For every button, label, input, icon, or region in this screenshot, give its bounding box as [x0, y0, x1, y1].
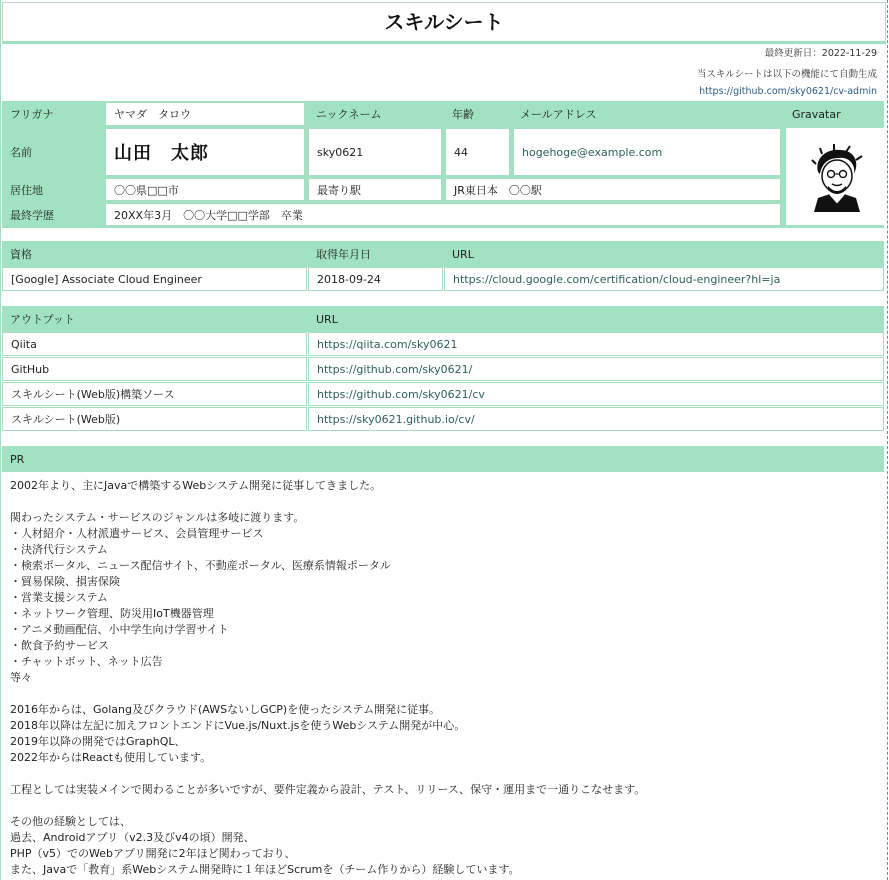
pr-line: ・営業支援システム: [10, 591, 108, 604]
name-label: 名前: [2, 127, 104, 177]
generated-note: 当スキルシートは以下の機能にて自動生成: [696, 69, 877, 80]
pr-line: ・飲食予約サービス: [10, 639, 109, 652]
email-value[interactable]: hogehoge@example.com: [513, 128, 781, 176]
gravatar-image: [786, 128, 884, 225]
page-title: スキルシート: [2, 2, 886, 44]
residence-label: 居住地: [2, 177, 104, 202]
pr-line: また、Javaで「教育」系Webシステム開発時に１年ほどScrumを（チーム作りから）経験しています。: [10, 863, 520, 876]
email-label: メールアドレス: [512, 101, 782, 127]
pr-line: ・アニメ動画配信、小中学生向け学習サイト: [10, 623, 229, 636]
output-url-cv-web[interactable]: https://sky0621.github.io/cv/: [308, 407, 884, 431]
pr-line: 2019年以降の開発ではGraphQL、: [10, 735, 186, 748]
avatar-portrait-icon: [800, 142, 870, 212]
pr-line: ・検索ポータル、ニュース配信サイト、不動産ポータル、医療系情報ポータル: [10, 559, 391, 572]
last-updated: 最終更新日：2022-11-29: [764, 48, 877, 59]
pr-line: その他の経験としては、: [10, 815, 131, 828]
pr-line: [10, 766, 880, 782]
station-label: 最寄り駅: [308, 178, 442, 201]
pr-line: ・チャットボット、ネット広告: [10, 655, 163, 668]
pr-line: 2002年より、主にJavaで構築するWebシステム開発に従事してきました。: [10, 479, 382, 492]
pr-line: ・人材紹介・人材派遣サービス、会員管理サービス: [10, 527, 264, 540]
output-name-qiita: Qiita: [2, 332, 307, 356]
acquired-date-col-header: 取得年月日: [308, 241, 444, 267]
pr-line: [10, 686, 880, 702]
qualification-date: 2018-09-24: [308, 267, 443, 291]
gravatar-label: Gravatar: [784, 101, 884, 127]
pr-header: PR: [2, 446, 884, 472]
pr-line: ・貿易保険、損害保険: [10, 575, 120, 588]
nickname-value: sky0621: [308, 128, 442, 176]
output-url-qiita[interactable]: https://qiita.com/sky0621: [308, 332, 884, 356]
age-value: 44: [445, 128, 510, 176]
pr-line: 2018年以降は左記に加えフロントエンドにVue.js/Nuxt.jsを使うWebシステム開発が中心。: [10, 719, 466, 732]
pr-line: ・決済代行システム: [10, 543, 108, 556]
qualification-name: [Google] Associate Cloud Engineer: [2, 267, 307, 291]
pr-line: 過去、Androidアプリ（v2.3及びv4の頃）開発、: [10, 831, 255, 844]
output-url-cv-source[interactable]: https://github.com/sky0621/cv: [308, 382, 884, 406]
output-name-cv-source: スキルシート(Web版)構築ソース: [2, 382, 307, 406]
output-name-github: GitHub: [2, 357, 307, 381]
education-value: 20XX年3月 〇〇大学□□学部 卒業: [105, 203, 781, 226]
pr-line: PHP（v5）でのWebアプリ開発に2年ほど関わっており、: [10, 847, 296, 860]
output-col-header: アウトプット: [2, 306, 308, 332]
pr-line: 等々: [10, 671, 32, 684]
pr-line: 2016年からは、Golang及びクラウド(AWSないしGCP)を使ったシステム開発に従事。: [10, 703, 441, 716]
pr-line: [10, 494, 880, 510]
name-value: 山田 太郎: [105, 128, 305, 176]
cv-admin-link[interactable]: https://github.com/sky0621/cv-admin: [699, 86, 877, 97]
output-name-cv-web: スキルシート(Web版): [2, 407, 307, 431]
qualification-url[interactable]: https://cloud.google.com/certification/cloud-engineer?hl=ja: [444, 267, 884, 291]
residence-value: 〇〇県□□市: [105, 178, 305, 201]
furigana-label: フリガナ: [2, 101, 104, 127]
pr-line: [10, 798, 880, 814]
qualification-url-col-header: URL: [444, 241, 884, 267]
output-url-col-header: URL: [308, 306, 884, 332]
pr-line: 関わったシステム・サービスのジャンルは多岐に渡ります。: [10, 511, 305, 524]
qualification-col-header: 資格: [2, 241, 308, 267]
output-url-github[interactable]: https://github.com/sky0621/: [308, 357, 884, 381]
pr-line: ・ネットワーク管理、防災用IoT機器管理: [10, 607, 214, 620]
furigana-value: ヤマダ タロウ: [105, 102, 305, 126]
age-label: 年齢: [444, 101, 512, 127]
education-label: 最終学歴: [2, 202, 104, 228]
pr-line: 2022年からはReactも使用しています。: [10, 751, 212, 764]
station-value: JR東日本 〇〇駅: [445, 178, 781, 201]
pr-body: [10, 478, 880, 878]
nickname-label: ニックネーム: [308, 101, 444, 127]
pr-line: 工程としては実装メインで関わることが多いですが、要件定義から設計、テスト、リリース、保守・運用まで一通りこなせます。: [10, 783, 646, 796]
